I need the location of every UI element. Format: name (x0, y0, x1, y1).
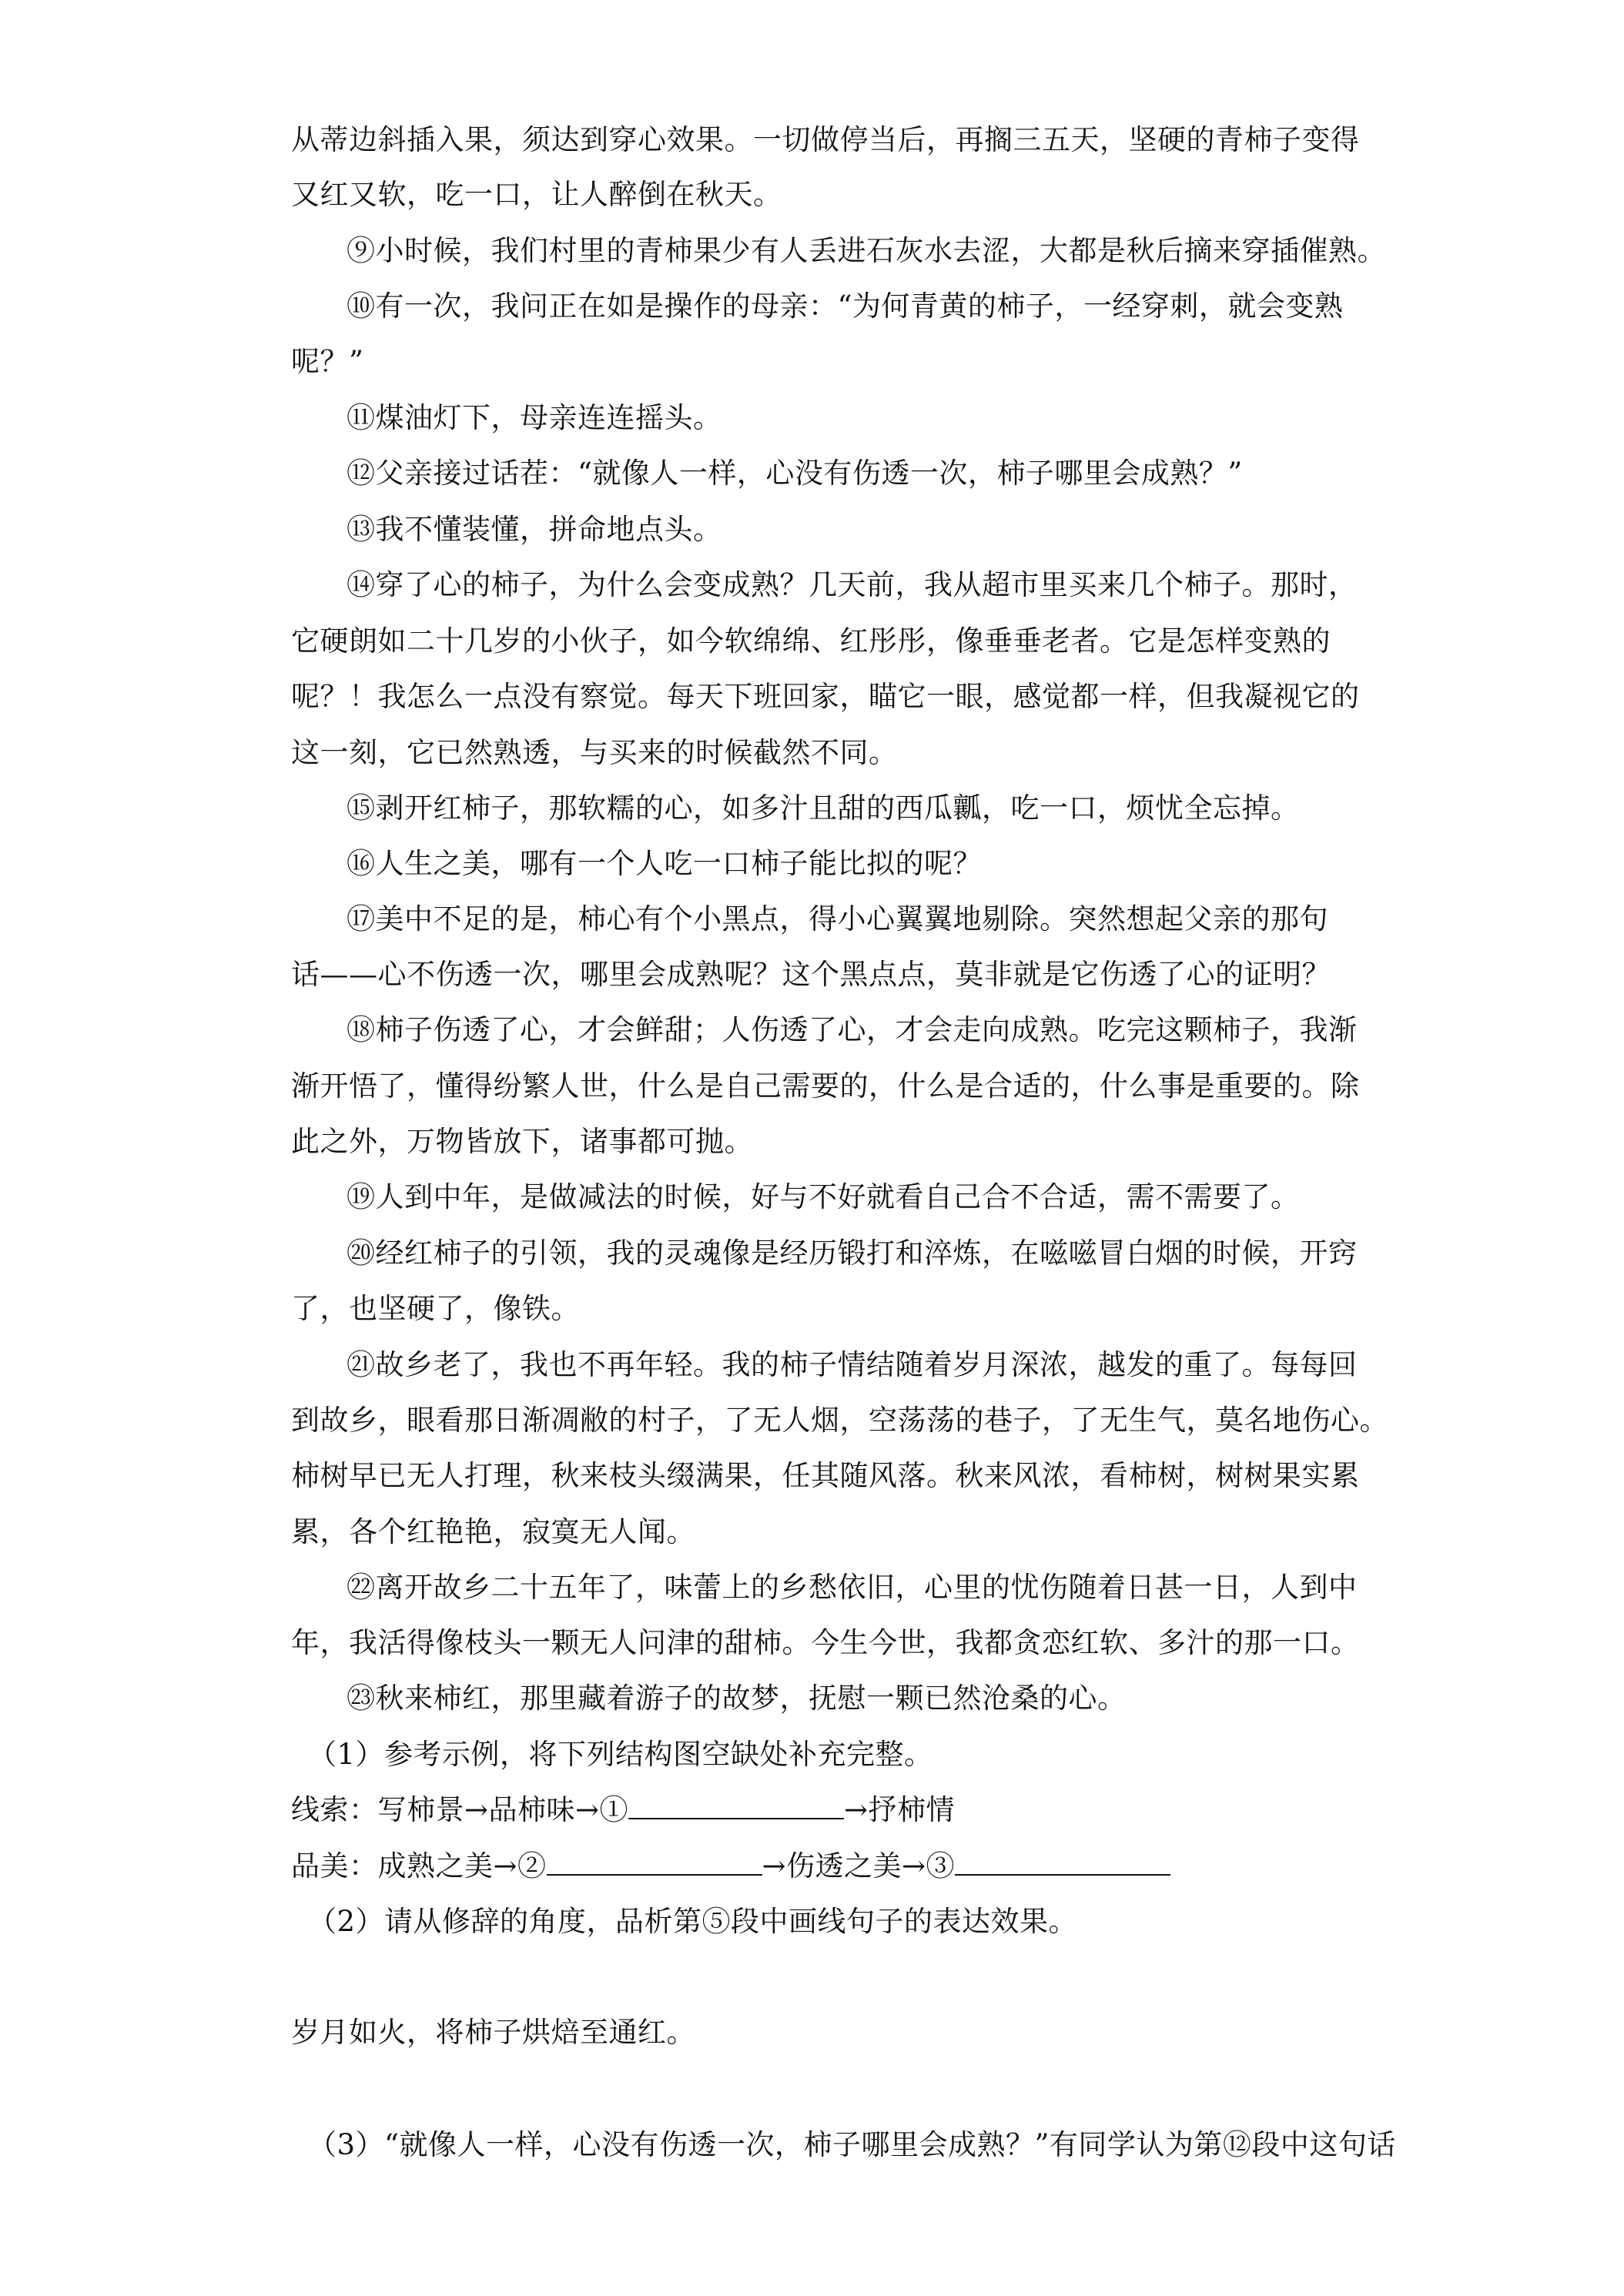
paragraph-12: ⑫父亲接过话茬：“就像人一样，心没有伤透一次，柿子哪里会成熟？” (347, 457, 1243, 490)
paragraph-13: ⑬我不懂装懂，拼命地点头。 (347, 513, 722, 546)
paragraph-19: ⑲人到中年，是做减法的时候，好与不好就看自己合不合适，需不需要了。 (347, 1180, 1300, 1213)
quoted-sentence: 岁月如火，将柿子烘焙至通红。 (291, 2016, 695, 2049)
answer-blank-3[interactable] (955, 1846, 1170, 1876)
paragraph-line: 累，各个红艳艳，寂寞无人闻。 (291, 1515, 695, 1548)
question-2: （2）请从修辞的角度，品析第⑤段中画线句子的表达效果。 (308, 1905, 1078, 1938)
answer-blank-2[interactable] (547, 1846, 762, 1876)
answer-blank-1[interactable] (628, 1790, 844, 1819)
beauty-middle: →伤透之美→③ (762, 1849, 956, 1883)
paragraph-16: ⑯人生之美，哪有一个人吃一口柿子能比拟的呢？ (347, 847, 982, 880)
paragraph-11: ⑪煤油灯下，母亲连连摇头。 (347, 401, 722, 434)
paragraph-9: ⑨小时候，我们村里的青柿果少有人丢进石灰水去涩，大都是秋后摘来穿插催熟。 (347, 234, 1386, 267)
clue-suffix: →抒柿情 (844, 1793, 956, 1826)
paragraph-18: ⑱柿子伤透了心，才会鲜甜；人伤透了心，才会走向成熟。吃完这颗柿子，我渐 (347, 1013, 1358, 1046)
paragraph-line: 年，我活得像枝头一颗无人问津的甜柿。今生今世，我都贪恋红软、多汁的那一口。 (291, 1626, 1360, 1659)
paragraph-23: ㉓秋来柿红，那里藏着游子的故梦，抚慰一颗已然沧桑的心。 (347, 1682, 1127, 1715)
paragraph-10: ⑩有一次，我问正在如是操作的母亲：“为何青黄的柿子，一经穿刺，就会变熟 (347, 290, 1344, 323)
beauty-structure-line (291, 1845, 1385, 1888)
paragraph-line: 从蒂边斜插入果，须达到穿心效果。一切做停当后，再搁三五天，坚硬的青柿子变得 (291, 123, 1360, 156)
paragraph-22: ㉒离开故乡二十五年了，味蕾上的乡愁依旧，心里的忧伤随着日甚一日，人到中 (347, 1571, 1358, 1604)
paragraph-15: ⑮剥开红柿子，那软糯的心，如多汁且甜的西瓜瓤，吃一口，烦忧全忘掉。 (347, 792, 1300, 825)
paragraph-line: 它硬朗如二十几岁的小伙子，如今软绵绵、红彤彤，像垂垂老者。它是怎样变熟的 (291, 624, 1331, 658)
paragraph-line: 渐开悟了，懂得纷繁人世，什么是自己需要的，什么是合适的，什么事是重要的。除 (291, 1069, 1360, 1103)
clue-prefix: 线索：写柿景→品柿味→① (291, 1793, 629, 1826)
paragraph-line: 此之外，万物皆放下，诸事都可抛。 (291, 1125, 753, 1158)
paragraph-17: ⑰美中不足的是，柿心有个小黑点，得小心翼翼地剔除。突然想起父亲的那句 (347, 902, 1328, 935)
paragraph-20: ⑳经红柿子的引领，我的灵魂像是经历锻打和淬炼，在嗞嗞冒白烟的时候，开窍 (347, 1237, 1358, 1270)
paragraph-line: 又红又软，吃一口，让人醉倒在秋天。 (291, 178, 782, 211)
paragraph-line: 柿树早已无人打理，秋来枝头缀满果，任其随风落。秋来风浓，看柿树，树树果实累 (291, 1459, 1360, 1492)
paragraph-line: 了，也坚硬了，像铁。 (291, 1292, 580, 1325)
question-1: （1）参考示例，将下列结构图空缺处补充完整。 (308, 1738, 933, 1771)
paragraph-line: 到故乡，眼看那日渐凋敝的村子，了无人烟，空荡荡的巷子，了无生气，莫名地伤心。 (291, 1404, 1388, 1437)
beauty-prefix: 品美：成熟之美→② (291, 1849, 547, 1883)
paragraph-line: 话——心不伤透一次，哪里会成熟呢？这个黑点点，莫非就是它伤透了心的证明？ (291, 958, 1331, 991)
paragraph-line: 这一刻，它已然熟透，与买来的时候截然不同。 (291, 736, 898, 769)
paragraph-14: ⑭穿了心的柿子，为什么会变成熟？几天前，我从超市里买来几个柿子。那时， (347, 568, 1358, 601)
paragraph-21: ㉑故乡老了，我也不再年轻。我的柿子情结随着岁月深浓，越发的重了。每每回 (347, 1348, 1358, 1381)
paragraph-line: 呢？” (291, 345, 364, 378)
clue-structure-line (291, 1789, 1385, 1832)
question-3: （3）“就像人一样，心没有伤透一次，柿子哪里会成熟？”有同学认为第⑫段中这句话 (308, 2128, 1396, 2161)
paragraph-line: 呢？！我怎么一点没有察觉。每天下班回家，瞄它一眼，感觉都一样，但我凝视它的 (291, 680, 1360, 713)
